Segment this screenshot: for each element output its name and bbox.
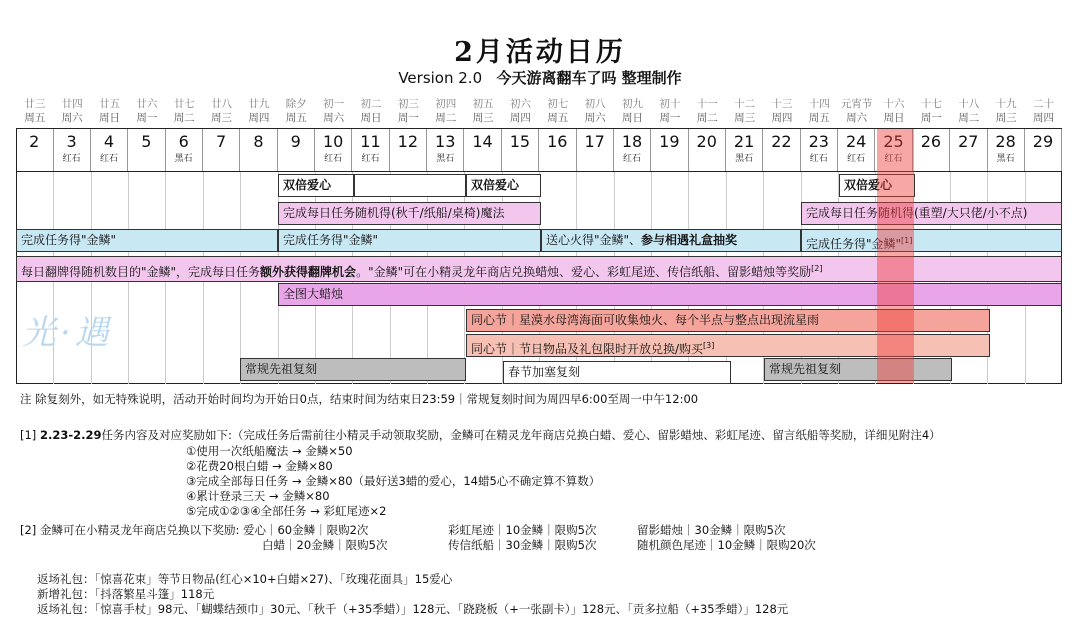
lunar-date: 廿八 — [211, 98, 233, 110]
weekday: 周四 — [509, 112, 531, 124]
day-header — [165, 97, 203, 125]
date-cell — [53, 129, 91, 171]
lunar-date: 除夕 — [285, 98, 307, 110]
note-3-rerun: 返场礼包：「惊喜花束」等节日物品(红心×10+白蜡×27)、「玫瑰花面具」15爱心 — [37, 572, 453, 586]
weekday: 周三 — [472, 112, 494, 124]
weekday: 周日 — [883, 112, 905, 124]
date-number: 29 — [1032, 132, 1054, 151]
weekday: 周五 — [285, 112, 307, 124]
day-header — [390, 97, 428, 125]
lunar-date: 初五 — [472, 98, 494, 110]
date-number: 5 — [141, 132, 152, 151]
shard-tag: 黑石 — [735, 154, 754, 164]
day-header — [128, 97, 166, 125]
note-3-new: 新增礼包：「抖落繁星斗篷」118元 — [37, 587, 215, 601]
lunar-date: 廿四 — [61, 98, 83, 110]
lunar-date: 二十 — [1032, 98, 1054, 110]
empty-cell — [354, 174, 466, 197]
date-cell — [539, 129, 577, 171]
weekday: 周四 — [1032, 112, 1054, 124]
shard-tag: 黑石 — [996, 154, 1015, 164]
date-number: 25 — [883, 132, 904, 151]
lunar-date: 十六 — [883, 98, 905, 110]
weekday: 周日 — [98, 112, 120, 124]
day-header — [203, 97, 241, 125]
lunar-date: 十八 — [958, 98, 980, 110]
day-header — [688, 97, 726, 125]
spring-rerun-bar: 春节加塞复刻 — [503, 361, 731, 384]
weekday: 周三 — [995, 112, 1017, 124]
date-cell — [16, 129, 54, 171]
big-candle-bar: 全图大蜡烛 — [278, 283, 1062, 306]
lunar-date: 十九 — [995, 98, 1017, 110]
date-cell — [1025, 129, 1063, 171]
date-number: 23 — [808, 132, 829, 151]
lunar-date: 十一 — [696, 98, 718, 110]
date-cell — [352, 129, 390, 171]
shard-tag: 红石 — [361, 154, 380, 164]
date-number: 16 — [547, 132, 568, 151]
lunar-date: 初十 — [659, 98, 681, 110]
note-1-item: ③完成全部每日任务 → 金鳞×80（最好送3蜡的爱心，14蜡5心不确定算不算数） — [186, 474, 601, 488]
day-header — [1025, 97, 1063, 125]
ancestor-rerun-bar-1: 常规先祖复刻 — [240, 358, 466, 381]
date-number: 24 — [845, 132, 867, 151]
weekday: 周六 — [61, 112, 83, 124]
day-header — [838, 97, 876, 125]
day-header — [427, 97, 465, 125]
day-header — [875, 97, 913, 125]
weekday: 周四 — [771, 112, 793, 124]
note-2-item: 随机颜色尾迹｜10金鳞｜限购20次 — [637, 538, 816, 552]
date-number: 26 — [920, 132, 942, 151]
shard-tag: 红石 — [324, 154, 343, 164]
date-number: 3 — [66, 132, 77, 151]
day-header — [726, 97, 764, 125]
game-logo: 光·遇 — [22, 313, 113, 353]
shard-tag: 红石 — [809, 154, 828, 164]
note-1-header: [1] 2.23-2.29任务内容及对应奖励如下:（完成任务后需前往小精灵手动领取奖励，金鳞可在精灵龙年商店兑换白蜡、爱心、留影蜡烛、彩虹尾迹、留言纸船等奖励，详细见附注4） — [20, 428, 941, 442]
date-number: 6 — [178, 132, 189, 151]
lunar-date: 初九 — [622, 98, 643, 110]
flip-card-bar: 每日翻牌得随机数目的"金鳞"，完成每日任务额外获得翻牌机会。"金鳞"可在小精灵龙年商店兑换蜡烛、爱心、彩虹尾迹、传信纸船、留影蜡烛等奖励[2] — [16, 256, 1062, 282]
day-header — [801, 97, 839, 125]
weekday: 周一 — [136, 112, 158, 124]
day-header — [278, 97, 316, 125]
date-cell — [278, 129, 316, 171]
date-number: 9 — [290, 132, 301, 151]
lunar-date: 廿七 — [173, 98, 195, 110]
day-header — [240, 97, 278, 125]
date-cell — [128, 129, 166, 171]
page-subtitle — [0, 67, 1080, 88]
day-header — [614, 97, 652, 125]
note-2-item: 彩虹尾迹｜10金鳞｜限购5次 — [448, 523, 597, 537]
date-cell — [801, 129, 839, 171]
double-hearts-bar-1: 双倍爱心 — [278, 174, 354, 197]
note-2-item: 留影蜡烛｜30金鳞｜限购5次 — [637, 523, 786, 537]
lunar-date: 初三 — [397, 98, 419, 110]
version-label: Version 2.0 — [398, 69, 483, 87]
lunar-date: 十七 — [920, 98, 942, 110]
day-header — [576, 97, 614, 125]
weekday: 周三 — [734, 112, 756, 124]
day-header — [464, 97, 502, 125]
note-general: 注 除复刻外，如无特殊说明，活动开始时间均为开始日0点，结束时间为结束日23:59｜常规复刻时间为周四早6:00至周一中午12:00 — [20, 392, 699, 406]
shard-tag: 红石 — [884, 154, 903, 164]
date-cell — [502, 129, 540, 171]
date-number: 13 — [435, 132, 456, 151]
weekday: 周一 — [397, 112, 419, 124]
day-header — [763, 97, 801, 125]
lunar-date: 十三 — [771, 98, 793, 110]
weekday: 周三 — [211, 112, 233, 124]
ancestor-rerun-bar-2: 常规先祖复刻 — [764, 358, 952, 381]
date-number: 21 — [733, 132, 755, 151]
date-number: 15 — [509, 132, 531, 151]
weekday: 周二 — [696, 112, 718, 124]
task-scale-bar-1: 完成任务得"金鳞" — [16, 229, 278, 252]
author-label: 今天游离翻车了吗 整理制作 — [496, 69, 682, 87]
date-number: 7 — [215, 132, 227, 151]
lunar-date: 初六 — [509, 98, 531, 110]
lunar-date: 初一 — [323, 98, 345, 110]
weekday: 周二 — [958, 112, 980, 124]
double-hearts-bar-3: 双倍爱心 — [839, 174, 915, 197]
day-header — [539, 97, 577, 125]
shard-tag: 红石 — [62, 154, 81, 164]
note-1-item: ②花费20根白蜡 → 金鳞×80 — [186, 459, 333, 473]
date-cell — [651, 129, 689, 171]
weekday: 周六 — [584, 112, 606, 124]
date-cell — [91, 129, 129, 171]
day-header — [950, 97, 988, 125]
date-number: 14 — [472, 132, 493, 151]
lunar-date: 初四 — [435, 98, 457, 110]
date-cell — [726, 129, 764, 171]
date-cell — [987, 129, 1025, 171]
note-2-item: 传信纸船｜30金鳞｜限购5次 — [448, 538, 597, 552]
daily-task-magic-bar-2: 完成每日任务随机得(重塑/大只佬/小不点) — [801, 202, 1062, 225]
tongxin-festival-bar-1: 同心节｜星漠水母湾海面可收集烛火、每个半点与整点出现流星雨 — [466, 309, 990, 332]
note-1-item: ④累计登录三天 → 金鳞×80 — [186, 489, 330, 503]
date-cell — [576, 129, 614, 171]
date-cell — [913, 129, 951, 171]
weekday: 周五 — [808, 112, 830, 124]
day-header — [315, 97, 353, 125]
note-2-item: 白蜡｜20金鳞｜限购5次 — [262, 538, 388, 552]
date-number: 12 — [397, 132, 419, 151]
date-number: 10 — [322, 132, 344, 151]
date-number: 17 — [584, 132, 605, 151]
day-header — [91, 97, 129, 125]
note-2-header: [2] 金鳞可在小精灵龙年商店兑换以下奖励: 爱心｜60金鳞｜限购2次 — [20, 523, 369, 537]
today-highlight — [877, 129, 914, 383]
shard-tag: 红石 — [847, 154, 866, 164]
shard-tag: 黑石 — [436, 154, 455, 164]
date-number: 2 — [29, 132, 40, 151]
date-number: 18 — [621, 132, 643, 151]
page-title: 2月活动日历 — [454, 37, 626, 68]
date-cell — [315, 129, 353, 171]
date-cell — [950, 129, 988, 171]
date-number: 22 — [771, 132, 792, 151]
weekday: 周五 — [547, 112, 569, 124]
weekday: 周二 — [173, 112, 195, 124]
shard-tag: 黑石 — [174, 154, 193, 164]
weekday: 周六 — [846, 112, 868, 124]
date-cell — [203, 129, 241, 171]
date-cell — [763, 129, 801, 171]
date-number: 19 — [659, 132, 680, 151]
weekday: 周六 — [323, 112, 345, 124]
day-header — [16, 97, 54, 125]
lunar-date: 元宵节 — [840, 98, 873, 110]
weekday: 周一 — [659, 112, 681, 124]
lunar-date: 初八 — [584, 98, 606, 110]
lunar-date: 廿五 — [98, 98, 120, 110]
lunar-date: 初二 — [360, 98, 382, 110]
weekday: 周四 — [248, 112, 270, 124]
date-number: 4 — [103, 132, 115, 151]
day-header — [502, 97, 540, 125]
note-1-item: ①使用一次纸船魔法 → 金鳞×50 — [186, 444, 353, 458]
date-cell — [390, 129, 428, 171]
date-cell — [464, 129, 502, 171]
date-cell — [240, 129, 278, 171]
task-scale-bar-4: 完成任务得"金鳞"[1] — [801, 229, 1062, 252]
note-3-rerun-2: 返场礼包：「惊喜手杖」98元、「蝴蝶结颈巾」30元、「秋千（+35季蜡）」128元、「跷跷板（+一张副卡）」128元、「贡多拉船（+35季蜡）」128元 — [37, 602, 789, 616]
date-number: 28 — [995, 132, 1016, 151]
date-cell — [688, 129, 726, 171]
lunar-date: 初七 — [547, 98, 569, 110]
weekday: 周一 — [920, 112, 942, 124]
shard-tag: 红石 — [622, 154, 641, 164]
date-cell — [614, 129, 652, 171]
day-header — [913, 97, 951, 125]
lunar-date: 十二 — [734, 98, 756, 110]
weekday: 周日 — [360, 112, 382, 124]
task-scale-bar-2: 完成任务得"金鳞" — [278, 229, 541, 252]
weekday: 周二 — [435, 112, 457, 124]
date-number: 27 — [958, 132, 979, 151]
weekday: 周日 — [622, 112, 643, 124]
weekday: 周五 — [24, 112, 46, 124]
note-1-item: ⑤完成①②③④全部任务 → 彩虹尾迹×2 — [186, 504, 387, 518]
lunar-date: 廿六 — [136, 98, 158, 110]
shard-tag: 红石 — [99, 154, 118, 164]
date-cell — [165, 129, 203, 171]
daily-task-magic-bar-1: 完成每日任务随机得(秋千/纸船/桌椅)魔法 — [278, 202, 541, 225]
double-hearts-bar-2: 双倍爱心 — [466, 174, 541, 197]
date-cell — [838, 129, 876, 171]
lunar-date: 廿九 — [248, 98, 270, 110]
tongxin-festival-bar-2: 同心节｜节日物品及礼包限时开放兑换/购买[3] — [466, 334, 990, 357]
fire-lottery-bar: 送心火得"金鳞"、参与相遇礼盒抽奖 — [541, 229, 801, 252]
lunar-date: 廿三 — [24, 98, 46, 110]
date-number: 8 — [253, 132, 264, 151]
day-header — [987, 97, 1025, 125]
day-header — [352, 97, 390, 125]
day-header — [651, 97, 689, 125]
day-header — [53, 97, 91, 125]
date-number: 20 — [696, 132, 717, 151]
lunar-date: 十四 — [808, 98, 830, 110]
date-number: 11 — [360, 132, 381, 151]
date-cell — [427, 129, 465, 171]
